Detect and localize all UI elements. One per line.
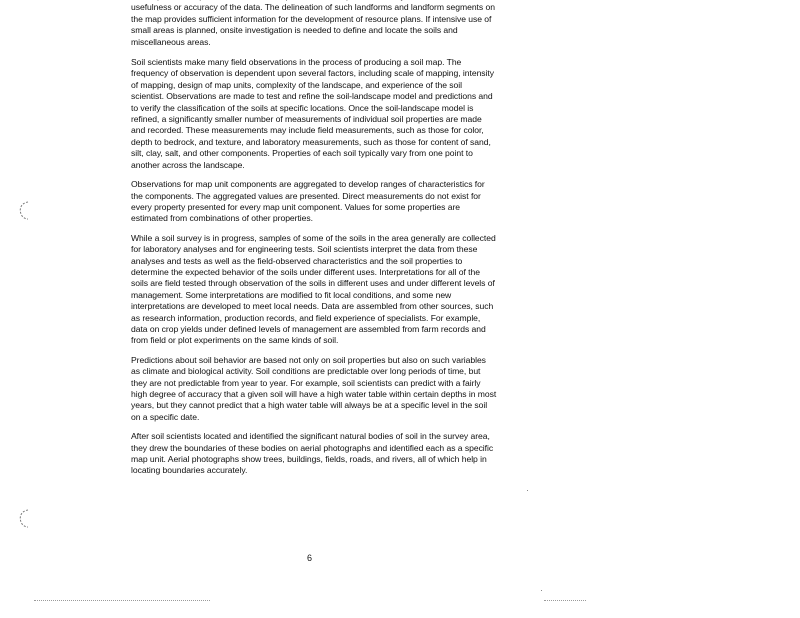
paragraph-field-observations: Soil scientists make many field observations in the process of producing a soil map. The frequency of observation is dependent upon several factors, including scale of mapping, intensity of mapping, design of map units, complexity of the landscape, and experience of the soil scientist. Observations are made to test and refine the soil-landscape model and predictions and to verify the classification of the soils at specific locations. Once the soil-landscape model is refined, a significantly smaller number of measurements of individual soil properties are made and recorded. These measurements may include field measurements, such as those for color, depth to bedrock, and texture, and laboratory measurements, such as those for content of sand, silt, clay, salt, and other components. Properties of each soil typically vary from one point to another across the landscape. xyxy=(131,57,494,170)
paragraph-aggregated-observations: Observations for map unit components are aggregated to develop ranges of characteristics for the components. The aggregated values are presented. Direct measurements do not exist for every property presented for every map unit component. Values for some properties are estimated from combinations of other properties. xyxy=(131,179,485,224)
scan-artifact-line-left xyxy=(34,600,210,602)
scan-speck xyxy=(527,490,528,491)
paragraph-predictions: Predictions about soil behavior are based not only on soil properties but also on such variables as climate and biological activity. Soil conditions are predictable over long periods of time, but they are not predictable from year to year. For example, soil scientists can predict with a fairly high degree of accuracy that a given soil will have a high water table within certain depths in most years, but they cannot predict that a high water table will always be at a specific level in the soil on a specific date. xyxy=(131,354,497,422)
paragraph-minor-components: usefulness or accuracy of the data. The delineation of such landforms and landform segments on the map provides sufficient information for the development of resource plans. If intensive use of small areas is planned, onsite investigation is needed to define and locate the soils and miscellaneous areas. xyxy=(131,2,495,47)
paragraph-laboratory-analyses: While a soil survey is in progress, samples of some of the soils in the area generally are collected for laboratory analyses and for engineering tests. Soil scientists interpret the data from these analyses and tests as well as the field-observed characteristics and the soil properties to determine the expected behavior of the soils under different uses. Interpretations for all of the soils are field tested through observation of the soils in different uses and under different levels of management. Some interpretations are modified to fit local conditions, and some new interpretations are developed to meet local needs. Data are assembled from other sources, such as research information, production records, and field experience of specialists. For example, data on crop yields under defined levels of management are assembled from farm records and from field or plot experiments on the same kinds of soil. xyxy=(131,232,496,346)
punch-hole-bottom-mark xyxy=(16,508,38,530)
punch-hole-top-mark xyxy=(16,200,38,222)
scan-speck xyxy=(541,590,542,591)
page-number: 6 xyxy=(307,553,313,563)
scan-artifact-line-right xyxy=(544,600,586,602)
body-text xyxy=(131,0,497,485)
paragraph-map-boundaries: After soil scientists located and identified the significant natural bodies of soil in the survey area, they drew the boundaries of these bodies on aerial photographs and identified each as a specific map unit. Aerial photographs show trees, buildings, fields, roads, and rivers, all of which help in locating boundaries accurately. xyxy=(131,431,494,476)
